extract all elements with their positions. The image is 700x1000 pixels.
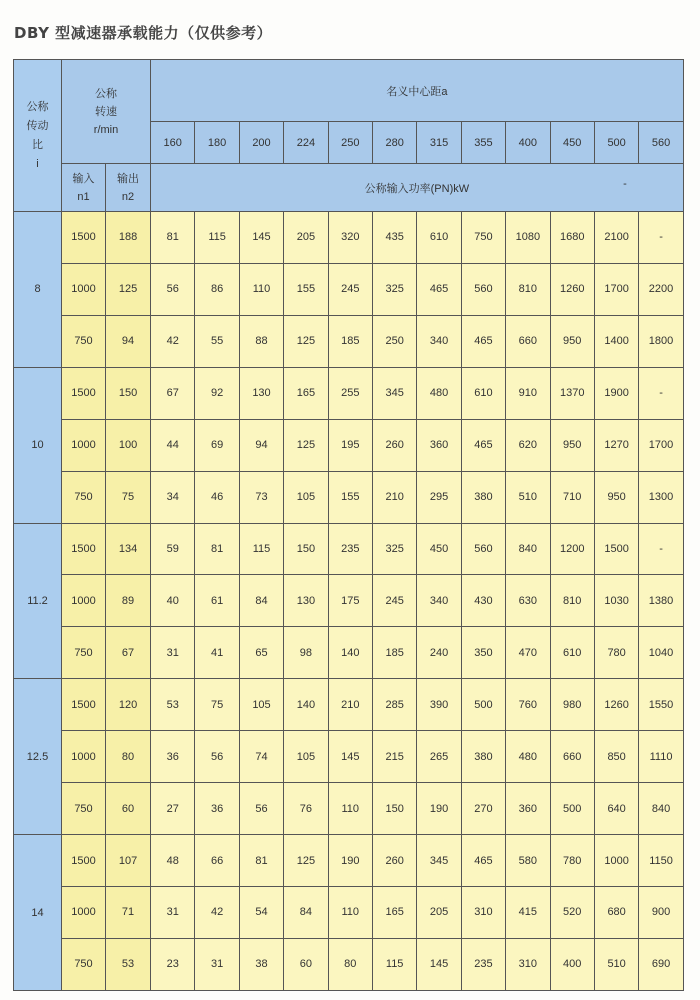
power-value-cell: 710 xyxy=(550,471,594,523)
table-row xyxy=(14,783,684,835)
power-value-cell: 56 xyxy=(195,731,239,783)
power-value-cell: 84 xyxy=(239,575,283,627)
power-value-cell: 810 xyxy=(506,263,550,315)
power-value-cell: 185 xyxy=(372,627,416,679)
page-title: DBY 型减速器承载能力（仅供参考） xyxy=(14,24,273,42)
output-speed-cell: 75 xyxy=(106,471,151,523)
power-value-cell: 520 xyxy=(550,886,594,938)
power-value-cell: 1150 xyxy=(639,835,683,887)
power-value-cell: 620 xyxy=(506,419,550,471)
output-speed-cell: 120 xyxy=(106,679,151,731)
power-value-cell: 69 xyxy=(195,419,239,471)
power-value-cell: 680 xyxy=(594,886,638,938)
table-row xyxy=(14,886,684,938)
power-value-cell: 205 xyxy=(284,212,328,264)
power-value-cell: 465 xyxy=(461,835,505,887)
power-value-cell: 390 xyxy=(417,679,461,731)
output-speed-cell: 94 xyxy=(106,315,151,367)
power-value-cell: 255 xyxy=(328,367,372,419)
power-value-cell: 67 xyxy=(151,367,195,419)
input-speed-cell: 1000 xyxy=(62,886,106,938)
power-value-cell: 41 xyxy=(195,627,239,679)
power-value-cell: 86 xyxy=(195,263,239,315)
power-value-cell: 690 xyxy=(639,938,683,990)
power-value-cell: 66 xyxy=(195,835,239,887)
table-row xyxy=(14,938,684,990)
power-value-cell: 750 xyxy=(461,212,505,264)
power-value-cell: 610 xyxy=(550,627,594,679)
power-value-cell: 360 xyxy=(417,419,461,471)
power-value-cell: 580 xyxy=(506,835,550,887)
power-value-cell: 630 xyxy=(506,575,550,627)
power-value-cell: - xyxy=(639,523,683,575)
power-value-cell: 145 xyxy=(239,212,283,264)
power-value-cell: 55 xyxy=(195,315,239,367)
input-speed-cell: 1500 xyxy=(62,679,106,731)
output-speed-cell: 125 xyxy=(106,263,151,315)
power-value-cell: 415 xyxy=(506,886,550,938)
output-speed-cell: 107 xyxy=(106,835,151,887)
power-value-cell: 1080 xyxy=(506,212,550,264)
power-value-cell: 34 xyxy=(151,471,195,523)
power-value-cell: 27 xyxy=(151,783,195,835)
input-speed-cell: 1000 xyxy=(62,731,106,783)
input-speed-cell: 750 xyxy=(62,938,106,990)
power-value-cell: 235 xyxy=(328,523,372,575)
power-value-cell: 88 xyxy=(239,315,283,367)
ratio-cell: 12.5 xyxy=(14,679,62,835)
power-value-cell: 780 xyxy=(594,627,638,679)
speed-header-line1: 公称 xyxy=(95,87,117,100)
output-speed-cell: 89 xyxy=(106,575,151,627)
output-speed-cell: 150 xyxy=(106,367,151,419)
input-speed-cell: 1000 xyxy=(62,263,106,315)
power-value-cell: 840 xyxy=(639,783,683,835)
power-value-cell: 1300 xyxy=(639,471,683,523)
input-speed-cell: 1000 xyxy=(62,575,106,627)
output-speed-cell: 60 xyxy=(106,783,151,835)
power-value-cell: 75 xyxy=(195,679,239,731)
power-value-cell: 350 xyxy=(461,627,505,679)
power-value-cell: 46 xyxy=(195,471,239,523)
power-value-cell: 480 xyxy=(417,367,461,419)
input-speed-header xyxy=(62,164,106,212)
power-value-cell: 210 xyxy=(328,679,372,731)
power-value-cell: 125 xyxy=(284,419,328,471)
ratio-header-line1: 公称 xyxy=(26,100,49,113)
input-speed-cell: 750 xyxy=(62,471,106,523)
power-value-cell: 260 xyxy=(372,835,416,887)
power-value-cell: 36 xyxy=(195,783,239,835)
power-value-cell: 80 xyxy=(328,938,372,990)
output-speed-header xyxy=(106,164,151,212)
power-value-cell: 310 xyxy=(506,938,550,990)
power-value-cell: 74 xyxy=(239,731,283,783)
center-distance-3: 224 xyxy=(284,122,328,164)
power-value-cell: 245 xyxy=(328,263,372,315)
power-value-cell: 500 xyxy=(461,679,505,731)
power-value-cell: 560 xyxy=(461,523,505,575)
power-value-cell: 1550 xyxy=(639,679,683,731)
power-value-cell: 105 xyxy=(284,471,328,523)
power-value-cell: 165 xyxy=(284,367,328,419)
ratio-cell: 14 xyxy=(14,835,62,991)
power-value-cell: 42 xyxy=(195,886,239,938)
ratio-cell: 8 xyxy=(14,212,62,368)
table-row xyxy=(14,835,684,887)
power-value-cell: 110 xyxy=(328,783,372,835)
power-value-cell: 760 xyxy=(506,679,550,731)
input-speed-cell: 1000 xyxy=(62,419,106,471)
input-speed-symbol: n1 xyxy=(77,190,90,203)
power-value-cell: 130 xyxy=(239,367,283,419)
power-value-cell: 240 xyxy=(417,627,461,679)
power-value-cell: 950 xyxy=(594,471,638,523)
power-value-cell: 81 xyxy=(151,212,195,264)
power-value-cell: 265 xyxy=(417,731,461,783)
speed-unit: r/min xyxy=(93,123,119,136)
power-value-cell: 145 xyxy=(417,938,461,990)
power-value-cell: 1400 xyxy=(594,315,638,367)
power-value-cell: 480 xyxy=(506,731,550,783)
output-speed-cell: 134 xyxy=(106,523,151,575)
power-value-cell: 1040 xyxy=(639,627,683,679)
power-value-cell: 44 xyxy=(151,419,195,471)
power-value-cell: 310 xyxy=(461,886,505,938)
table-row xyxy=(14,575,684,627)
center-distance-6: 315 xyxy=(417,122,461,164)
power-value-cell: 190 xyxy=(417,783,461,835)
power-value-cell: 470 xyxy=(506,627,550,679)
input-speed-cell: 1500 xyxy=(62,835,106,887)
power-value-cell: 1680 xyxy=(550,212,594,264)
table-row xyxy=(14,679,684,731)
power-value-cell: 150 xyxy=(372,783,416,835)
speed-header-line2: 转速 xyxy=(95,105,117,118)
table-row xyxy=(14,315,684,367)
power-value-cell: 48 xyxy=(151,835,195,887)
power-value-cell: 31 xyxy=(151,627,195,679)
power-value-cell: 1000 xyxy=(594,835,638,887)
table-row xyxy=(14,212,684,264)
ratio-header-line3: 比 xyxy=(32,138,43,151)
output-speed-cell: 100 xyxy=(106,419,151,471)
speed-header xyxy=(62,60,151,164)
center-distance-2: 200 xyxy=(239,122,283,164)
output-speed-cell: 71 xyxy=(106,886,151,938)
table-row xyxy=(14,419,684,471)
power-value-cell: 840 xyxy=(506,523,550,575)
power-value-cell: 76 xyxy=(284,783,328,835)
power-value-cell: 610 xyxy=(417,212,461,264)
ratio-header-line2: 传动 xyxy=(26,119,49,132)
power-value-cell: 105 xyxy=(284,731,328,783)
power-value-cell: 125 xyxy=(284,835,328,887)
power-value-cell: 360 xyxy=(506,783,550,835)
center-distance-10: 500 xyxy=(594,122,638,164)
power-value-cell: 175 xyxy=(328,575,372,627)
input-speed-cell: 1500 xyxy=(62,523,106,575)
table-row xyxy=(14,367,684,419)
output-speed-cell: 80 xyxy=(106,731,151,783)
power-value-cell: 435 xyxy=(372,212,416,264)
power-value-cell: 610 xyxy=(461,367,505,419)
power-value-cell: 465 xyxy=(417,263,461,315)
power-value-cell: 910 xyxy=(506,367,550,419)
power-value-cell: 980 xyxy=(550,679,594,731)
center-distance-8: 400 xyxy=(506,122,550,164)
power-value-cell: 205 xyxy=(417,886,461,938)
power-value-cell: 92 xyxy=(195,367,239,419)
power-value-cell: 215 xyxy=(372,731,416,783)
power-value-cell: 1800 xyxy=(639,315,683,367)
ratio-cell: 10 xyxy=(14,367,62,523)
input-speed-cell: 1500 xyxy=(62,367,106,419)
power-value-cell: 81 xyxy=(195,523,239,575)
power-value-cell: 23 xyxy=(151,938,195,990)
power-label: 公称输入功率(PN)kW xyxy=(364,182,470,195)
power-value-cell: 1380 xyxy=(639,575,683,627)
power-value-cell: 110 xyxy=(239,263,283,315)
power-value-cell: 59 xyxy=(151,523,195,575)
power-value-cell: 165 xyxy=(372,886,416,938)
power-value-cell: 210 xyxy=(372,471,416,523)
power-value-cell: 185 xyxy=(328,315,372,367)
output-speed-cell: 53 xyxy=(106,938,151,990)
power-value-cell: 110 xyxy=(328,886,372,938)
power-value-cell: 1030 xyxy=(594,575,638,627)
power-value-cell: 500 xyxy=(550,783,594,835)
input-speed-cell: 750 xyxy=(62,627,106,679)
power-value-cell: 640 xyxy=(594,783,638,835)
power-value-cell: 40 xyxy=(151,575,195,627)
power-value-cell: 1500 xyxy=(594,523,638,575)
power-value-cell: 340 xyxy=(417,575,461,627)
power-value-cell: 42 xyxy=(151,315,195,367)
power-value-cell: 325 xyxy=(372,523,416,575)
power-value-cell: 190 xyxy=(328,835,372,887)
ratio-cell: 11.2 xyxy=(14,523,62,679)
power-value-cell: 850 xyxy=(594,731,638,783)
power-value-cell: 260 xyxy=(372,419,416,471)
power-value-cell: 56 xyxy=(239,783,283,835)
power-value-cell: 400 xyxy=(550,938,594,990)
power-value-cell: 155 xyxy=(328,471,372,523)
power-value-cell: 660 xyxy=(550,731,594,783)
table-row xyxy=(14,731,684,783)
power-value-cell: 54 xyxy=(239,886,283,938)
table-row xyxy=(14,523,684,575)
center-distance-11: 560 xyxy=(639,122,683,164)
power-value-cell: 1260 xyxy=(594,679,638,731)
power-value-cell: 810 xyxy=(550,575,594,627)
power-value-cell: 94 xyxy=(239,419,283,471)
power-value-cell: 345 xyxy=(372,367,416,419)
power-value-cell: 345 xyxy=(417,835,461,887)
input-speed-label: 输入 xyxy=(72,172,95,185)
power-value-cell: 430 xyxy=(461,575,505,627)
power-value-cell: 325 xyxy=(372,263,416,315)
table-row xyxy=(14,471,684,523)
power-value-cell: 900 xyxy=(639,886,683,938)
power-value-cell: 31 xyxy=(195,938,239,990)
power-value-cell: 560 xyxy=(461,263,505,315)
power-value-cell: 140 xyxy=(328,627,372,679)
center-distance-7: 355 xyxy=(461,122,505,164)
input-speed-cell: 750 xyxy=(62,315,106,367)
output-speed-cell: 67 xyxy=(106,627,151,679)
power-value-cell: 320 xyxy=(328,212,372,264)
power-value-cell: 145 xyxy=(328,731,372,783)
power-value-cell: 1110 xyxy=(639,731,683,783)
power-value-cell: 510 xyxy=(506,471,550,523)
power-value-cell: 125 xyxy=(284,315,328,367)
power-value-cell: 380 xyxy=(461,471,505,523)
power-value-cell: 84 xyxy=(284,886,328,938)
center-distance-header: 名义中心距a xyxy=(151,60,684,122)
center-distance-4: 250 xyxy=(328,122,372,164)
output-speed-label: 输出 xyxy=(117,172,139,185)
power-value-cell: 105 xyxy=(239,679,283,731)
power-value-cell: 950 xyxy=(550,419,594,471)
power-value-cell: 98 xyxy=(284,627,328,679)
power-value-cell: 38 xyxy=(239,938,283,990)
power-value-cell: 1200 xyxy=(550,523,594,575)
power-value-cell: 1700 xyxy=(639,419,683,471)
power-value-cell: 53 xyxy=(151,679,195,731)
power-value-cell: 1900 xyxy=(594,367,638,419)
power-value-cell: 250 xyxy=(372,315,416,367)
output-speed-symbol: n2 xyxy=(121,190,135,203)
power-value-cell: 465 xyxy=(461,419,505,471)
center-distance-0: 160 xyxy=(151,122,195,164)
power-value-cell: 285 xyxy=(372,679,416,731)
power-value-cell: 2100 xyxy=(594,212,638,264)
power-header xyxy=(151,164,684,212)
power-value-cell: 195 xyxy=(328,419,372,471)
power-value-cell: 1370 xyxy=(550,367,594,419)
power-value-cell: 60 xyxy=(284,938,328,990)
power-value-cell: 2200 xyxy=(639,263,683,315)
power-value-cell: 56 xyxy=(151,263,195,315)
power-value-cell: 340 xyxy=(417,315,461,367)
power-value-cell: 1270 xyxy=(594,419,638,471)
power-value-cell: 950 xyxy=(550,315,594,367)
input-speed-cell: 750 xyxy=(62,783,106,835)
power-value-cell: 65 xyxy=(239,627,283,679)
ratio-header-line4: i xyxy=(36,157,39,170)
power-value-cell: 235 xyxy=(461,938,505,990)
power-value-cell: 270 xyxy=(461,783,505,835)
power-value-cell: 31 xyxy=(151,886,195,938)
power-value-cell: 61 xyxy=(195,575,239,627)
power-value-cell: 660 xyxy=(506,315,550,367)
power-value-cell: 115 xyxy=(372,938,416,990)
power-value-cell: 150 xyxy=(284,523,328,575)
power-value-cell: 465 xyxy=(461,315,505,367)
table-row xyxy=(14,627,684,679)
center-distance-9: 450 xyxy=(550,122,594,164)
power-mark: - xyxy=(623,178,627,190)
power-value-cell: 73 xyxy=(239,471,283,523)
power-value-cell: 115 xyxy=(239,523,283,575)
center-distance-5: 280 xyxy=(372,122,416,164)
output-speed-cell: 188 xyxy=(106,212,151,264)
power-value-cell: 450 xyxy=(417,523,461,575)
ratio-header xyxy=(14,60,62,212)
power-value-cell: - xyxy=(639,367,683,419)
power-value-cell: 36 xyxy=(151,731,195,783)
center-distance-1: 180 xyxy=(195,122,239,164)
power-value-cell: 295 xyxy=(417,471,461,523)
power-value-cell: 510 xyxy=(594,938,638,990)
table-row xyxy=(14,263,684,315)
power-value-cell: 380 xyxy=(461,731,505,783)
power-value-cell: 155 xyxy=(284,263,328,315)
input-speed-cell: 1500 xyxy=(62,212,106,264)
table-body xyxy=(14,212,684,991)
power-value-cell: 115 xyxy=(195,212,239,264)
power-value-cell: 140 xyxy=(284,679,328,731)
power-value-cell: 81 xyxy=(239,835,283,887)
table-header xyxy=(14,60,684,212)
power-value-cell: - xyxy=(639,212,683,264)
power-value-cell: 1700 xyxy=(594,263,638,315)
power-value-cell: 130 xyxy=(284,575,328,627)
power-value-cell: 780 xyxy=(550,835,594,887)
power-value-cell: 245 xyxy=(372,575,416,627)
load-capacity-table xyxy=(13,59,684,991)
power-value-cell: 1260 xyxy=(550,263,594,315)
